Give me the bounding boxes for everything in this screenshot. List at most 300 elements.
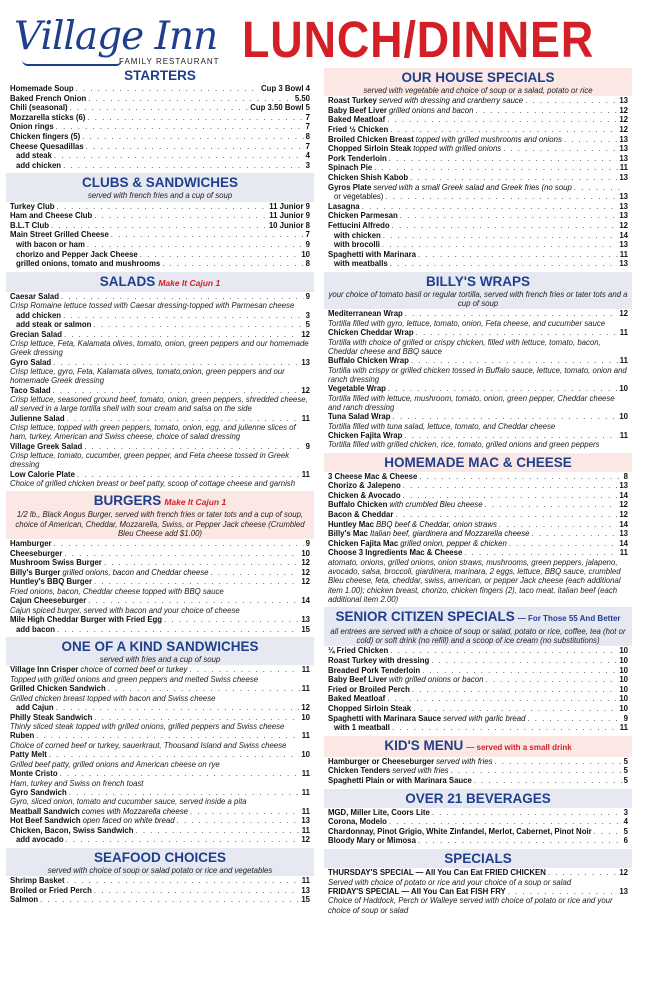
menu-item-name: Bloody Mary or Mimosa: [328, 836, 416, 846]
menu-item-name: Fried ½ Chicken: [328, 124, 389, 134]
page-title: LUNCH/DINNER: [242, 11, 595, 68]
menu-item: [328, 240, 628, 250]
leader-dots: [410, 173, 617, 183]
leader-dots: [532, 529, 618, 539]
leader-dots: [177, 816, 300, 826]
menu-item-name: Buffalo Chicken: [328, 500, 388, 510]
menu-item: [328, 250, 628, 260]
menu-item: [10, 330, 310, 340]
menu-item-price: 14: [619, 538, 628, 548]
menu-item: [328, 221, 628, 231]
leader-dots: [474, 776, 622, 786]
menu-item-price: 10 Junior 8: [268, 220, 310, 230]
menu-item: [10, 161, 310, 171]
leader-dots: [485, 500, 618, 510]
menu-item-description: atomato, onions, grilled onions, onion straws, mushrooms, green peppers, jalapeno, avocado, salsa, broccoli, giardinera, marinara, 2 eggs, lettuce, BBQ sauce, crumbled Bleu cheese, feta, cheddar, swiss, american, or pepper Jack cheese (each additional item 1.00); chicken breast, chorizo, chicken fingers (2), taco meat, italian beef (each additional item 2.00): [328, 558, 621, 604]
menu-item-name: Fettucini Alfredo: [328, 220, 390, 230]
menu-item-detail: served with dressing and cranberry sauce: [378, 96, 524, 106]
menu-item-description: Tortilla with crispy or grilled chicken tossed in Buffalo sauce, lettuce, tomato, onion and ranch dressing: [328, 365, 627, 384]
leader-dots: [64, 330, 299, 340]
menu-item-price: 13: [619, 96, 628, 106]
burgers-cajun-note: Make It Cajun 1: [164, 497, 227, 508]
menu-item-name: Village Greek Salad: [10, 441, 83, 451]
menu-item-price: 10: [619, 384, 628, 394]
menu-item-price: 12: [619, 105, 628, 115]
menu-item-name: Spaghetti with Marinara Sauce: [328, 713, 442, 723]
menu-item-name: Chopped Sirloin Steak: [328, 144, 412, 154]
menu-item: [10, 103, 310, 113]
leader-dots: [432, 808, 622, 818]
menu-item-name: Vegetable Wrap: [328, 384, 386, 394]
section-senior: [328, 646, 628, 732]
leader-dots: [162, 259, 303, 269]
menu-item-detail: comes with Mozzarella cheese: [81, 806, 188, 816]
menu-item: [328, 259, 628, 269]
menu-item: [328, 714, 628, 724]
menu-item-name: Chopped Sirloin Steak: [328, 704, 412, 714]
menu-item-name: Spinach Pie: [328, 163, 373, 173]
menu-item: [10, 826, 310, 836]
menu-item-name: Chardonnay, Pinot Grigio, White Zinfandel, Merlot, Cabernet, Pinot Noir: [328, 826, 592, 836]
menu-item-price: 11: [619, 163, 628, 173]
leader-dots: [67, 414, 300, 424]
menu-item-name: Chili (seasonal): [10, 103, 68, 113]
menu-item: [10, 132, 310, 142]
menu-item-description: Topped with grilled onions and green peppers and melted Swiss cheese: [10, 675, 259, 685]
section-seafood-title: SEAFOOD CHOICES: [93, 850, 226, 865]
menu-item-name: Meatball Sandwich: [10, 806, 80, 816]
menu-item-price: 9: [305, 441, 310, 451]
section-starters-title: STARTERS: [124, 68, 196, 83]
menu-item-name: Tuna Salad Wrap: [328, 412, 391, 422]
section-one-of-a-kind: [10, 665, 310, 845]
menu-item-detail: grilled onion, pepper & chicken: [400, 538, 507, 548]
menu-item-name: Chicken Cheddar Wrap: [328, 328, 414, 338]
menu-item: [328, 520, 628, 530]
leader-dots: [404, 431, 617, 441]
menu-item-price: 12: [301, 329, 310, 339]
menu-item-name: Chicken Fajita Mac: [328, 538, 399, 548]
menu-item-price: 11: [619, 548, 628, 558]
menu-item-name: 3 Cheese Mac & Cheese: [328, 471, 418, 481]
menu-item-price: 13: [619, 134, 628, 144]
menu-item-name: Breaded Pork Tenderloin: [328, 665, 421, 675]
menu-item: [328, 356, 628, 366]
leader-dots: [413, 704, 617, 714]
leader-dots: [431, 656, 617, 666]
menu-item: [328, 723, 628, 733]
menu-item: [328, 548, 628, 558]
menu-item-name: Mile High Cheddar Burger with Fried Egg: [10, 615, 163, 625]
menu-item-price: 15: [301, 895, 310, 905]
leader-dots: [418, 836, 622, 846]
menu-item-name: THURSDAY'S SPECIAL — All You Can Eat FRIED CHICKEN: [328, 867, 546, 877]
menu-item-detail: topped with grilled mushrooms and onions: [415, 134, 562, 144]
menu-item-price: 9: [305, 539, 310, 549]
menu-item-price: 8: [305, 259, 310, 269]
leader-dots: [70, 103, 249, 113]
menu-item-description: Ham, turkey and Swiss on french toast: [10, 778, 144, 788]
menu-item-price: 12: [619, 309, 628, 319]
menu-item: [328, 500, 628, 510]
menu-item-price: 11 Junior 9: [269, 211, 310, 221]
menu-item-name: Cajun Cheeseburger: [10, 596, 87, 606]
leader-dots: [88, 596, 299, 606]
menu-item-description: Choice of corned beef or turkey, sauerkraut, Thousand Island and Swiss cheese: [10, 741, 287, 751]
menu-item: [10, 615, 310, 625]
menu-item-price: 5: [623, 766, 628, 776]
menu-item: [10, 876, 310, 886]
leader-dots: [387, 115, 617, 125]
senior-tag: — For Those 55 And Better: [517, 614, 621, 624]
leader-dots: [594, 827, 622, 837]
menu-item-detail: served with garlic bread: [443, 713, 526, 723]
menu-item-name: with brocolli: [334, 240, 380, 250]
leader-dots: [53, 358, 299, 368]
menu-item: [328, 384, 628, 394]
menu-item-price: 14: [619, 490, 628, 500]
leader-dots: [54, 151, 304, 161]
section-specials: [328, 868, 628, 915]
leader-dots: [56, 202, 267, 212]
menu-item: [328, 115, 628, 125]
menu-item-description: Choice of Haddock, Perch or Walleye served with choice of potato or rice and your choice of soup or salad: [328, 896, 613, 915]
menu-item-price: 11: [301, 665, 310, 675]
menu-item-name: Philly Steak Sandwich: [10, 712, 93, 722]
section-senior-sub: all entrees are served with a choice of soup or salad, potato or rice, coffee, tea (hot or cold) or soft drink (no refill) and a scoop of ice cream (no substitutions): [330, 627, 626, 646]
leader-dots: [140, 250, 300, 260]
menu-item-price: 10: [301, 548, 310, 558]
menu-item-price: 11: [619, 328, 628, 338]
menu-item-name: Hamburger or Cheeseburger: [328, 756, 435, 766]
leader-dots: [400, 211, 618, 221]
menu-item-name: Caesar Salad: [10, 291, 59, 301]
section-kids-title: KID'S MENU: [384, 737, 464, 753]
menu-item-price: 11: [301, 469, 310, 479]
menu-item: [328, 510, 628, 520]
leader-dots: [64, 549, 299, 559]
leader-dots: [390, 125, 617, 135]
menu-item: [10, 320, 310, 330]
leader-dots: [527, 714, 621, 724]
menu-item-name: Baked Meatloaf: [328, 694, 386, 704]
section-clubs: [10, 202, 310, 269]
menu-item-description: Grilled beef patty, grilled onions and American cheese on rye: [10, 759, 220, 769]
menu-item-price: 13: [619, 144, 628, 154]
menu-item-price: 10: [619, 694, 628, 704]
menu-item: [328, 106, 628, 116]
menu-item: [10, 625, 310, 635]
menu-item-detail: grilled onions and bacon: [388, 105, 474, 115]
menu-item-detail: served with a small Greek salad and Greek fries (no soup: [373, 182, 572, 192]
menu-item-price: 13: [301, 357, 310, 367]
menu-item-price: 12: [301, 577, 310, 587]
leader-dots: [412, 685, 617, 695]
menu-item-price: 13: [619, 192, 628, 202]
menu-item: [10, 442, 310, 452]
section-kids: [328, 757, 628, 786]
menu-item-name: Grecian Salad: [10, 329, 63, 339]
menu-item-price: 9: [305, 239, 310, 249]
menu-item-name: Corona, Modelo: [328, 817, 387, 827]
menu-item-detail: served with fries: [436, 756, 493, 766]
menu-item-name: Patty Melt: [10, 750, 47, 760]
leader-dots: [403, 491, 618, 501]
menu-item: [10, 703, 310, 713]
menu-item: [10, 895, 310, 905]
menu-item-detail: open faced on white bread: [82, 816, 175, 826]
menu-item-name: Chicken Fajita Wrap: [328, 430, 403, 440]
menu-item-price: 3: [305, 160, 310, 170]
leader-dots: [77, 470, 300, 480]
leader-dots: [94, 577, 299, 587]
menu-item-name: Broiled Chicken Breast: [328, 134, 414, 144]
menu-item-description: Crisp lettuce, gyro, Feta, Kalamata olives, tomato,onion, green peppers and our homemade Greek dressing: [10, 367, 285, 386]
menu-item-name: Low Calorie Plate: [10, 469, 75, 479]
menu-item-price: 12: [619, 500, 628, 510]
menu-item-price: 7: [305, 141, 310, 151]
menu-item-name: Mushroom Swiss Burger: [10, 558, 102, 568]
menu-item-name: Chicken Tenders: [328, 766, 391, 776]
leader-dots: [49, 750, 299, 760]
menu-item-price: 10: [619, 675, 628, 685]
menu-item-description: Crisp Romaine lettuce tossed with Caesar dressing-topped with Parmesan cheese: [10, 301, 295, 311]
section-salads: [10, 292, 310, 489]
menu-item-description: Gyro, sliced onion, tomato and cucumber sauce, served inside a pita: [10, 797, 247, 807]
menu-item-name: add chicken: [16, 160, 62, 170]
menu-item: [328, 135, 628, 145]
leader-dots: [86, 142, 304, 152]
leader-dots: [392, 723, 618, 733]
menu-item-name: Homemade Soup: [10, 84, 74, 93]
menu-item-name: Lasagna: [328, 201, 360, 211]
menu-item-price: 13: [619, 529, 628, 539]
menu-item-description: Crisp lettuce, topped with green peppers, tomato, onion, egg, and julienne slices of ham, turkey, American and Swiss cheese, choice of salad dressing: [10, 423, 296, 442]
menu-item: [10, 151, 310, 161]
menu-item: [328, 481, 628, 491]
section-wraps-title: BILLY'S WRAPS: [426, 273, 530, 289]
menu-item-price: 11: [619, 723, 628, 733]
leader-dots: [392, 221, 618, 231]
menu-item: [328, 887, 628, 897]
menu-item-price: Cup 3 Bowl 4: [261, 84, 310, 93]
section-seafood: [10, 876, 310, 905]
menu-item: [328, 183, 628, 193]
logo-script: Village Inn: [14, 14, 218, 59]
section-mac: [328, 472, 628, 604]
leader-dots: [389, 154, 618, 164]
menu-item-name: add steak or salmon: [16, 320, 92, 330]
leader-dots: [56, 703, 300, 713]
leader-dots: [403, 481, 618, 491]
leader-dots: [63, 161, 304, 171]
menu-item: [328, 231, 628, 241]
menu-item-description: Tortilla filled with grilled chicken, rice, tomato, grilled onions and green peppers: [328, 440, 600, 450]
menu-item-name: Fried or Broiled Perch: [328, 684, 410, 694]
menu-item: [10, 311, 310, 321]
menu-item-name: add Cajun: [16, 703, 54, 713]
menu-item: [328, 685, 628, 695]
section-beverages-title: OVER 21 BEVERAGES: [405, 790, 551, 806]
section-seafood-sub: served with choice of soup or salad potato or rice and vegetables: [47, 866, 273, 875]
menu-item-price: 4: [623, 817, 628, 827]
menu-item-name: add steak: [16, 151, 52, 161]
section-mac-title: HOMEMADE MAC & CHEESE: [384, 454, 572, 470]
menu-item-description: Crisp lettuce, tomato, cucumber, green pepper, and Feta cheese tossed in Greek dressing: [10, 451, 290, 470]
leader-dots: [383, 231, 618, 241]
right-column: [328, 68, 628, 915]
left-column: [10, 68, 310, 905]
menu-item: [10, 713, 310, 723]
menu-item-price: Cup 3.50 Bowl 5: [250, 103, 310, 113]
menu-item-description: Grilled chicken breast topped with bacon and Swiss cheese: [10, 693, 216, 703]
leader-dots: [36, 731, 299, 741]
menu-item: [10, 211, 310, 221]
menu-item: [328, 328, 628, 338]
menu-item-detail: grilled onions, bacon and Cheddar cheese: [62, 567, 209, 577]
leader-dots: [485, 675, 617, 685]
menu-item: [10, 250, 310, 260]
menu-item-price: 13: [619, 886, 628, 896]
menu-item: [10, 358, 310, 368]
menu-item: [328, 163, 628, 173]
menu-item-name: Gyro Sandwich: [10, 787, 67, 797]
leader-dots: [382, 240, 617, 250]
menu-item: [328, 766, 628, 776]
menu-item-price: 12: [619, 510, 628, 520]
menu-item-name: Chorizo & Jalepeno: [328, 481, 401, 491]
menu-item-name: with bacon or ham: [16, 239, 85, 249]
menu-item: [10, 113, 310, 123]
menu-item-price: 5: [623, 775, 628, 785]
menu-item-price: 11: [301, 825, 310, 835]
leader-dots: [503, 144, 617, 154]
menu-item-name: Choose 3 Ingredients Mac & Cheese: [328, 548, 463, 558]
menu-item-price: 10: [619, 656, 628, 666]
leader-dots: [60, 769, 300, 779]
menu-item: [328, 827, 628, 837]
menu-item-price: 12: [301, 703, 310, 713]
leader-dots: [94, 713, 299, 723]
leader-dots: [464, 548, 617, 558]
menu-item-description: Thinly sliced steak topped with grilled onions, grilled peppers and Swiss cheese: [10, 722, 285, 732]
menu-item-name: Spaghetti with Marinara: [328, 249, 416, 259]
leader-dots: [508, 887, 618, 897]
menu-item: [328, 836, 628, 846]
leader-dots: [385, 192, 617, 202]
leader-dots: [525, 96, 617, 106]
menu-item-name: Ruben: [10, 731, 35, 741]
leader-dots: [57, 625, 299, 635]
leader-dots: [387, 694, 617, 704]
menu-item-name: Pork Tenderloin: [328, 153, 387, 163]
menu-item-price: 13: [619, 153, 628, 163]
section-salads-title: SALADS: [99, 273, 156, 289]
menu-item: [328, 154, 628, 164]
menu-item-price: 11: [301, 876, 310, 886]
menu-item-price: 7: [305, 112, 310, 122]
leader-dots: [189, 665, 299, 675]
section-burgers-sub: 1/2 lb., Black Angus Burger, served with french fries or tater tots and a cup of soup, choice of American, Cheddar, Mozzarella, Swiss, or Pepper Jack cheese (Crumbled Bleu Cheese add $1.00): [15, 510, 305, 538]
menu-item-price: 8: [305, 131, 310, 141]
section-clubs-sub: served with french fries and a cup of soup: [87, 191, 233, 201]
menu-item-description: Choice of grilled chicken breast or beef patty, scoop of cottage cheese and garnish: [10, 479, 296, 489]
menu-item: [10, 577, 310, 587]
leader-dots: [164, 615, 299, 625]
menu-item-name: Chicken, Bacon, Swiss Sandwich: [10, 825, 134, 835]
menu-item-name: Chicken Shish Kabob: [328, 172, 409, 182]
leader-dots: [210, 568, 299, 578]
menu-item-name: Huntley Mac: [328, 519, 374, 529]
menu-item-name: Mediterranean Wrap: [328, 309, 403, 319]
menu-item-price: 13: [301, 885, 310, 895]
menu-item-price: 10: [619, 704, 628, 714]
section-burgers-title: BURGERS: [93, 493, 162, 509]
leader-dots: [66, 835, 300, 845]
menu-item-description: Tortilla filled with lettuce, mushroom, tomato, onion, green pepper, Cheddar cheese and ranch dressing: [328, 393, 615, 412]
menu-item: [328, 309, 628, 319]
menu-item-price: 11: [619, 249, 628, 259]
menu-item-name: Hamburger: [10, 539, 52, 549]
menu-item: [10, 230, 310, 240]
menu-item: [328, 675, 628, 685]
menu-item: [328, 539, 628, 549]
menu-item-description: Fried onions, bacon, Cheddar cheese topped with BBQ sauce: [10, 587, 224, 597]
menu-item-price: 11: [301, 787, 310, 797]
menu-item-price: 14: [301, 596, 310, 606]
menu-item-price: 12: [619, 867, 628, 877]
section-one-of-a-kind-title: ONE OF A KIND SANDWICHES: [61, 639, 259, 655]
menu-item-name: Cheeseburger: [10, 548, 63, 558]
leader-dots: [390, 259, 618, 269]
menu-item-price: 11: [301, 731, 310, 741]
section-one-of-a-kind-sub: served with fries and a cup of soup: [99, 655, 221, 665]
leader-dots: [63, 311, 304, 321]
menu-item: [10, 835, 310, 845]
section-house-sub: served with vegetable and choice of soup or a salad, potato or rice: [363, 86, 593, 95]
menu-item-detail: Italian beef, giardinera and Mozzarella cheese: [370, 529, 530, 539]
menu-item-name: MGD, Miller Lite, Coors Lite: [328, 807, 430, 817]
menu-item: [10, 568, 310, 578]
menu-item-price: 10: [301, 750, 310, 760]
menu-item-name: Chicken & Avocado: [328, 490, 401, 500]
menu-item: [328, 656, 628, 666]
menu-item: [10, 414, 310, 424]
menu-item-name: Grilled Chicken Sandwich: [10, 684, 106, 694]
menu-item: [328, 96, 628, 106]
menu-item-name: add bacon: [16, 624, 55, 634]
menu-item: [328, 868, 628, 878]
menu-item-name: Gyro Salad: [10, 357, 52, 367]
leader-dots: [40, 895, 299, 905]
leader-dots: [499, 520, 617, 530]
section-clubs-title: CLUBS & SANDWICHES: [81, 175, 238, 191]
leader-dots: [509, 539, 617, 549]
menu-item-price: 12: [619, 220, 628, 230]
leader-dots: [94, 211, 267, 221]
menu-item: [10, 731, 310, 741]
leader-dots: [82, 132, 303, 142]
leader-dots: [395, 510, 617, 520]
menu-item-price: 14: [619, 230, 628, 240]
menu-item-name: with 1 meatball: [334, 723, 390, 733]
leader-dots: [389, 817, 622, 827]
menu-item: [10, 665, 310, 675]
menu-item-description: Cajun spiced burger, served with bacon and your choice of cheese: [10, 605, 240, 615]
menu-item-description: Tortilla with choice of grilled or crispy chicken, filled with lettuce, tomato, bacon, Cheddar cheese and BBQ sauce: [328, 337, 601, 356]
menu-item-price: 11: [619, 430, 628, 440]
menu-item-name: Chicken fingers (5): [10, 131, 81, 141]
